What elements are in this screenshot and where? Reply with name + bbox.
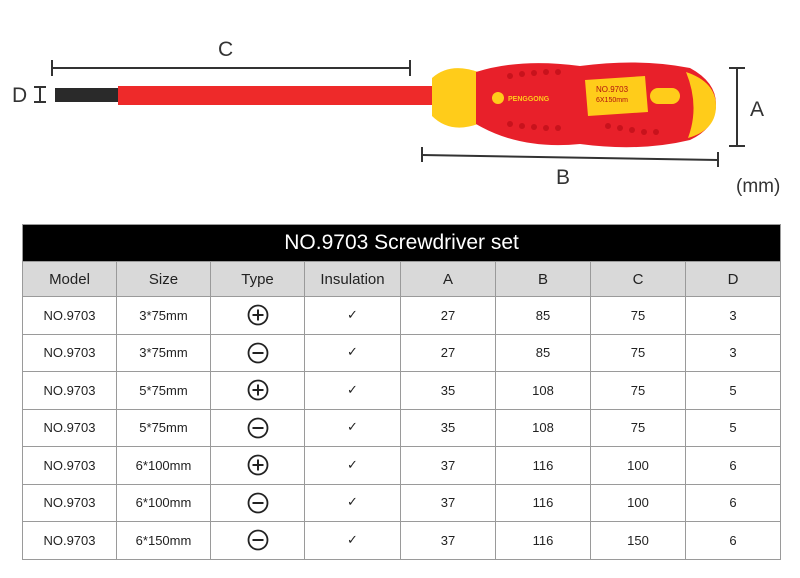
type-cell [211,522,305,560]
table-row [23,409,781,447]
size-cell: 3*75mm [117,334,211,372]
size-cell: 6*100mm [117,447,211,485]
a-cell: 27 [401,297,496,335]
column-header-d: D [686,262,781,297]
model-cell: NO.9703 [23,334,117,372]
b-cell: 108 [496,409,591,447]
d-cell: 3 [686,297,781,335]
insulation-check-icon: ✓ [305,484,401,522]
model-cell: NO.9703 [23,372,117,410]
handle-model: NO.9703 [596,85,629,94]
table-title: NO.9703 Screwdriver set [23,225,781,262]
size-cell: 6*100mm [117,484,211,522]
d-cell: 5 [686,409,781,447]
a-cell: 37 [401,484,496,522]
a-cell: 27 [401,334,496,372]
d-cell: 6 [686,447,781,485]
d-cell: 6 [686,522,781,560]
model-cell: NO.9703 [23,522,117,560]
table-row [23,334,781,372]
slotted-icon [247,344,269,359]
b-cell: 85 [496,334,591,372]
insulation-check-icon: ✓ [305,409,401,447]
b-cell: 116 [496,522,591,560]
phillips-icon [247,382,269,397]
b-cell: 116 [496,447,591,485]
d-cell: 5 [686,372,781,410]
screwdriver-shaft [118,86,434,105]
unit-label: (mm) [736,176,781,197]
dimension-c-label: C [218,38,234,61]
slotted-icon [247,419,269,434]
dimension-b-label: B [556,166,571,189]
size-cell: 3*75mm [117,297,211,335]
c-cell: 150 [591,522,686,560]
column-header-model: Model [23,262,117,297]
table-row [23,484,781,522]
c-cell: 75 [591,334,686,372]
dimension-a-line [729,68,745,146]
column-header-b: B [496,262,591,297]
type-cell [211,447,305,485]
dimension-a-label: A [750,98,765,121]
table-row [23,522,781,560]
c-cell: 100 [591,484,686,522]
size-cell: 6*150mm [117,522,211,560]
d-cell: 6 [686,484,781,522]
model-cell: NO.9703 [23,297,117,335]
c-cell: 75 [591,297,686,335]
insulation-check-icon: ✓ [305,297,401,335]
handle-label-area [585,76,648,116]
b-cell: 108 [496,372,591,410]
slotted-icon [247,494,269,509]
insulation-check-icon: ✓ [305,334,401,372]
table-header-row [23,262,781,297]
dimension-b-line [422,147,718,167]
insulation-check-icon: ✓ [305,522,401,560]
phillips-icon [247,307,269,322]
insulation-check-icon: ✓ [305,372,401,410]
model-cell: NO.9703 [23,447,117,485]
screwdriver-diagram [0,0,800,210]
dimension-d-label: D [12,84,28,107]
handle-brand: PENGGONG [508,96,550,103]
table-row [23,297,781,335]
model-cell: NO.9703 [23,409,117,447]
d-cell: 3 [686,334,781,372]
column-header-type: Type [211,262,305,297]
dimension-c-line [52,60,410,76]
b-cell: 85 [496,297,591,335]
a-cell: 35 [401,372,496,410]
column-header-a: A [401,262,496,297]
type-cell [211,372,305,410]
type-cell [211,297,305,335]
c-cell: 75 [591,372,686,410]
insulation-check-icon: ✓ [305,447,401,485]
type-cell [211,334,305,372]
spec-table [22,224,781,560]
dimension-d-line [34,87,46,102]
table-row [23,372,781,410]
a-cell: 37 [401,522,496,560]
size-cell: 5*75mm [117,409,211,447]
a-cell: 35 [401,409,496,447]
handle-size: 6X150mm [596,97,628,104]
handle-collar [432,68,478,127]
a-cell: 37 [401,447,496,485]
handle-hang-hole [650,88,680,104]
slotted-icon [247,532,269,547]
screwdriver-tip [55,88,120,102]
type-cell [211,484,305,522]
c-cell: 75 [591,409,686,447]
phillips-icon [247,457,269,472]
table-row [23,447,781,485]
model-cell: NO.9703 [23,484,117,522]
table-body [23,297,781,560]
brand-logo-icon [492,92,504,104]
b-cell: 116 [496,484,591,522]
c-cell: 100 [591,447,686,485]
type-cell [211,409,305,447]
column-header-insulation: Insulation [305,262,401,297]
size-cell: 5*75mm [117,372,211,410]
column-header-c: C [591,262,686,297]
column-header-size: Size [117,262,211,297]
